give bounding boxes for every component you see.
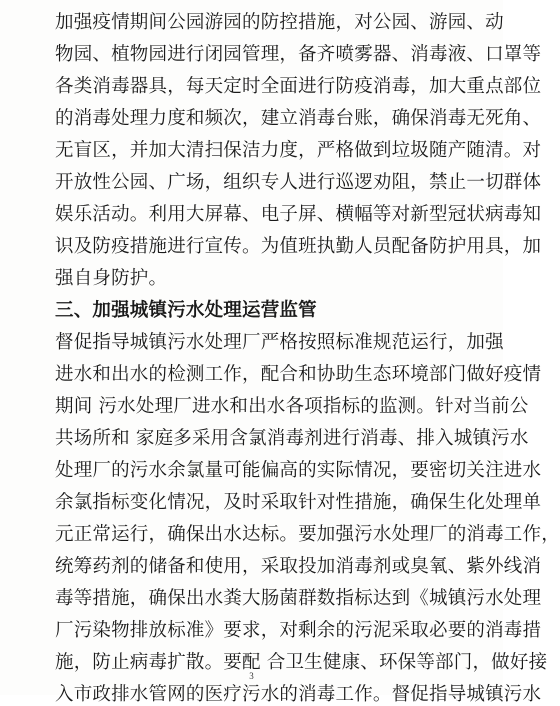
paragraph-line: 处理厂的污水余氯量可能偏高的实际情况，要密切关注进水 [55,460,542,481]
paragraph-line: 进水和出水的检测工作，配合和协助生态环境部门做好疫情 [55,364,542,385]
paragraph-line: 的消毒处理力度和频次，建立消毒台账，确保消毒无死角、 [55,108,542,129]
paragraph-line: 统筹药剂的储备和使用，采取投加消毒剂或臭氧、紫外线消 [55,556,542,577]
section-heading: 三、加强城镇污水处理运营监管 [55,300,317,321]
paragraph-line: 共场所和 家庭多采用含氯消毒剂进行消毒、排入城镇污水 [55,428,529,449]
paragraph-line: 物园、植物园进行闭园管理，备齐喷雾器、消毒液、口罩等 [55,44,542,65]
paragraph-line: 毒等措施，确保出水粪大肠菌群数指标达到《城镇污水处理 [55,588,542,609]
paragraph-line: 施，防止病毒扩散。要配 合卫生健康、环保等部门，做好接 [55,652,548,673]
paragraph-line: 强自身防护。 [55,268,168,289]
paragraph-line: 期间 污水处理厂进水和出水各项指标的监测。针对当前公 [55,396,529,417]
paragraph-line: 开放性公园、广场，组织专人进行巡逻劝阻，禁止一切群体 [55,172,542,193]
paragraph-line: 厂污染物排放标准》要求，对剩余的污泥采取必要的消毒措 [55,620,542,641]
paragraph-line: 识及防疫措施进行宣传。为值班执勤人员配备防护用具，加 [55,236,542,257]
paragraph-line: 元正常运行，确保出水达标。要加强污水处理厂的消毒工作， [55,524,560,545]
paragraph-line: 督促指导城镇污水处理厂严格按照标准规范运行，加强 [55,332,504,353]
page-number: 3 [249,671,254,681]
paragraph-line: 娱乐活动。利用大屏幕、电子屏、横幅等对新型冠状病毒知 [55,204,542,225]
paragraph-line: 加强疫情期间公园游园的防控措施，对公园、游园、动 [55,12,504,33]
paragraph-line: 入市政排水管网的医疗污水的消毒工作。督促指导城镇污水 [55,684,542,705]
paragraph-line: 各类消毒器具，每天定时全面进行防疫消毒，加大重点部位 [55,76,542,97]
paragraph-line: 余氯指标变化情况，及时采取针对性措施，确保生化处理单 [55,492,542,513]
paragraph-line: 无盲区，并加大清扫保洁力度，严格做到垃圾随产随清。对 [55,140,542,161]
